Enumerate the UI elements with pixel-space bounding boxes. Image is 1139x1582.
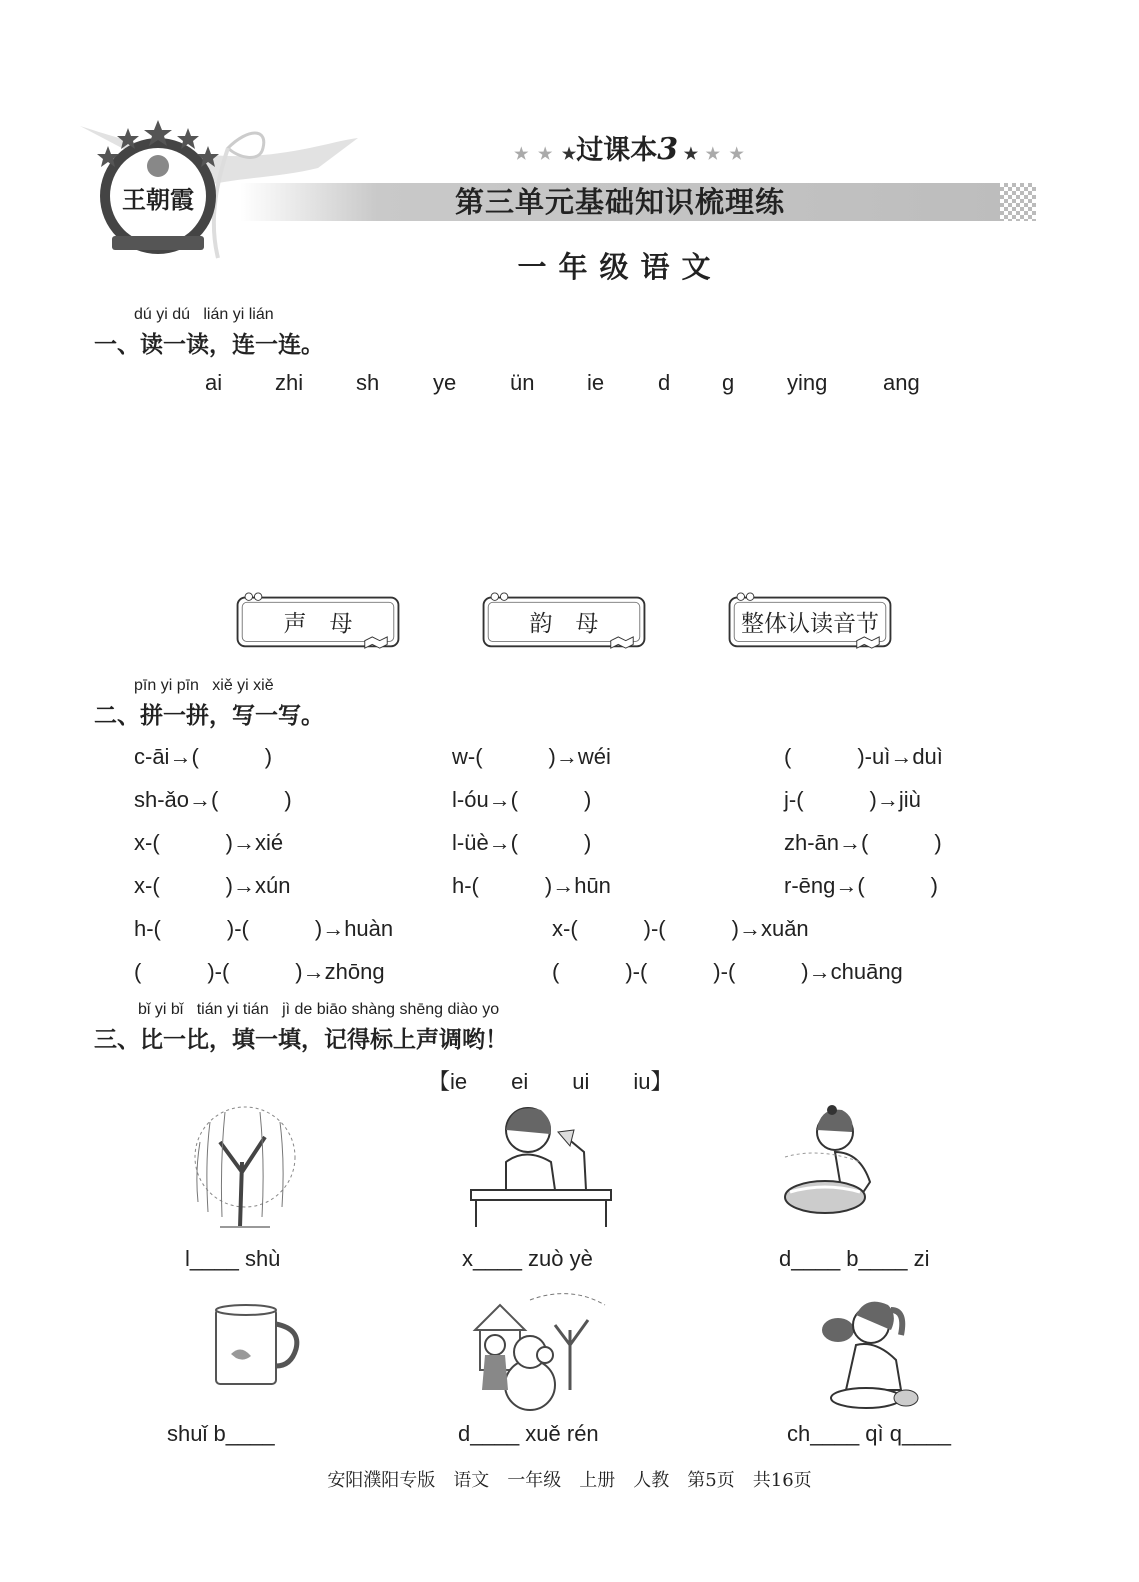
fill-caption: l____ shù <box>185 1246 281 1271</box>
exercise-item: h-( )→hūn <box>452 873 611 898</box>
series-label: ★ ★ ★过课本3 ★ ★ ★ <box>514 132 746 167</box>
exercise-item: l-óu→( ) <box>452 787 592 812</box>
syllable-item: ang <box>883 370 920 395</box>
unit-title: 第三单元基础知识梳理练 <box>454 185 785 219</box>
syllable-item: ai <box>205 370 223 395</box>
syllable-item: ün <box>510 370 535 395</box>
exercise-item: x-( )-( )→xuǎn <box>552 916 809 941</box>
category-label-whole-syllables: 整体认读音节 <box>741 611 879 637</box>
fill-caption: d____ xuě rén <box>458 1421 599 1446</box>
section1-heading: 一、读一读，连一连。 <box>94 332 324 358</box>
syllable-item: sh <box>356 370 380 395</box>
fill-caption: ch____ qì q____ <box>787 1421 951 1446</box>
fill-caption: x____ zuò yè <box>462 1246 593 1271</box>
syllable-item: zhi <box>275 370 304 395</box>
syllable-item: d <box>658 370 671 395</box>
page-subtitle: 一年级语文 <box>517 250 723 284</box>
exercise-item: w-( )→wéi <box>452 744 611 769</box>
girl-folding-quilt-icon <box>780 1102 930 1232</box>
syllable-item: ying <box>787 370 828 395</box>
exercise-item: zh-ān→( ) <box>784 830 942 855</box>
category-label-finals: 韵 母 <box>529 611 599 637</box>
girl-blowing-balloon-icon <box>806 1290 956 1420</box>
exercise-item: j-( )→jiù <box>784 787 921 812</box>
fill-caption: d____ b____ zi <box>779 1246 930 1271</box>
banner-checker-decoration <box>1000 183 1036 221</box>
syllable-item: ie <box>587 370 605 395</box>
exercise-item: l-üè→( ) <box>452 830 592 855</box>
exercise-item: ( )-uì→duì <box>784 744 943 769</box>
category-label-initials: 声 母 <box>283 611 353 637</box>
section1-pinyin: dú yi dú lián yi lián <box>134 306 274 323</box>
snowman-icon <box>470 1290 620 1420</box>
syllable-item: g <box>722 370 735 395</box>
girl-doing-homework-icon <box>466 1102 616 1232</box>
section2-heading: 二、拼一拼，写一写。 <box>94 703 324 729</box>
options-list: 【ie ei ui iu】 <box>428 1069 673 1094</box>
willow-tree-icon <box>190 1102 340 1232</box>
page-footer: 安阳濮阳专版 语文 一年级 上册 人教 第5页 共16页 <box>327 1470 812 1491</box>
exercise-item: ( )-( )-( )→chuāng <box>552 959 903 984</box>
exercise-item: r-ēng→( ) <box>784 873 939 898</box>
section3-pinyin: bǐ yi bǐ tián yi tián jì de biāo shàng shēng diào yo <box>138 1001 500 1018</box>
exercise-item: c-āi→( ) <box>134 744 273 769</box>
cup-icon <box>196 1294 346 1424</box>
section2-pinyin: pīn yi pīn xiě yi xiě <box>134 677 274 694</box>
exercise-item: ( )-( )→zhōng <box>134 959 385 984</box>
exercise-item: x-( )→xún <box>134 873 291 898</box>
section3-heading: 三、比一比，填一填，记得标上声调哟！ <box>94 1027 508 1053</box>
exercise-item: h-( )-( )→huàn <box>134 916 394 941</box>
exercise-item: x-( )→xié <box>134 830 284 855</box>
syllable-item: ye <box>433 370 457 395</box>
svg-text:王朝霞: 王朝霞 <box>122 185 194 214</box>
fill-caption: shuǐ b____ <box>167 1421 275 1446</box>
exercise-item: sh-ǎo→( ) <box>134 787 292 812</box>
